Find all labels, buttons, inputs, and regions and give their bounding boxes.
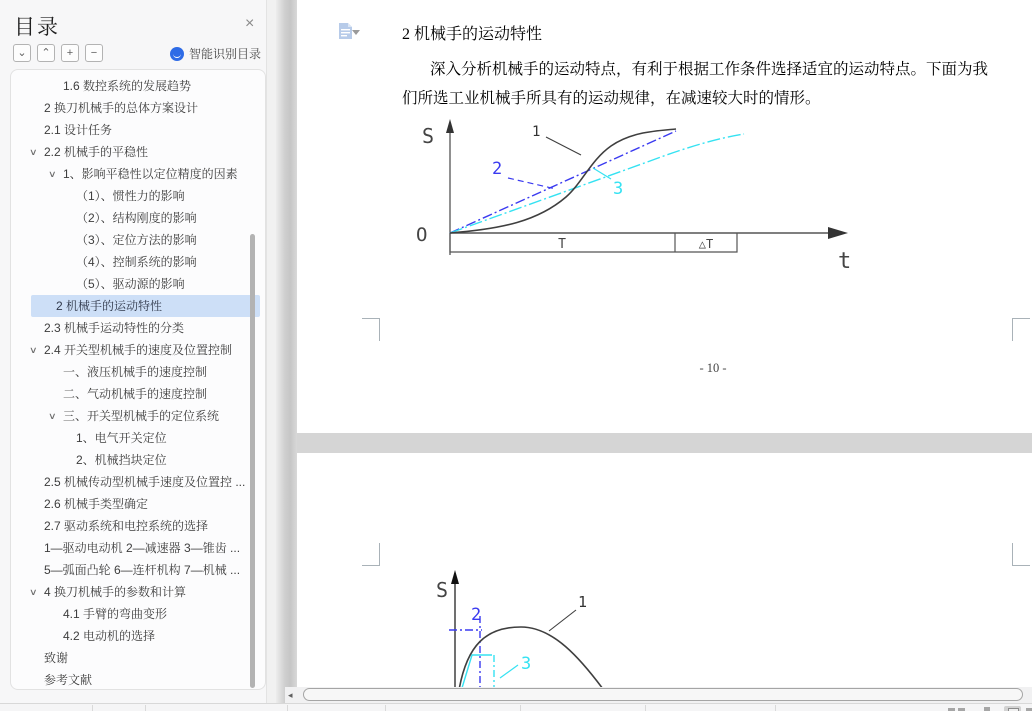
- toc-item[interactable]: [11, 559, 265, 581]
- origin-label: O: [416, 224, 428, 246]
- page-number-footer: - 10 -: [699, 361, 727, 375]
- chevron-down-icon[interactable]: ∨: [48, 411, 57, 421]
- curve1-label: 1: [532, 124, 541, 140]
- toc-item-label: （1）、惯性力的影响: [76, 189, 185, 203]
- toc-toolbar: [13, 44, 103, 62]
- axis-s-label: S: [422, 124, 435, 148]
- toc-item-label: 4 换刀机械手的参数和计算: [44, 585, 187, 599]
- toc-item[interactable]: [11, 119, 265, 141]
- chevron-down-icon[interactable]: ∨: [48, 169, 57, 179]
- toc-scrollbar-thumb[interactable]: [250, 234, 255, 688]
- statusbar-divider: [92, 705, 93, 711]
- toc-item-label: 二、气动机械手的速度控制: [63, 387, 208, 401]
- figure-motion-curves-s-t: [410, 115, 880, 275]
- paragraph-line-2: 们所选工业机械手所具有的运动规律，在减速较大时的情形。: [402, 90, 821, 107]
- toc-item-label: 1、电气开关定位: [76, 431, 167, 445]
- ai-assistant-icon: [170, 47, 184, 61]
- toc-item-label: 1、影响平稳性以定位精度的因素: [63, 167, 238, 181]
- toc-item-label: 2.5 机械传动型机械手速度及位置控 ...: [44, 475, 246, 489]
- statusbar-divider: [385, 705, 386, 711]
- jump-down-button[interactable]: ⌄: [13, 44, 31, 62]
- toc-item-label: 1—驱动电动机 2—减速器 3—锥齿 ...: [44, 541, 241, 555]
- toc-item[interactable]: [11, 339, 265, 361]
- toc-item-label: 4.2 电动机的选择: [63, 629, 156, 643]
- curve2-label: 2: [492, 159, 503, 179]
- toc-item[interactable]: [11, 537, 265, 559]
- chevron-down-icon[interactable]: ∨: [29, 345, 38, 355]
- toc-item-label: 2.7 驱动系统和电控系统的选择: [44, 519, 209, 533]
- status-bar: [0, 703, 1032, 711]
- axis-t-label: t: [838, 249, 852, 274]
- scroll-left-arrow-icon[interactable]: ◂: [288, 690, 293, 700]
- toc-item-label: 2 换刀机械手的总体方案设计: [44, 101, 199, 115]
- toc-item[interactable]: [11, 163, 265, 185]
- heading-outline-icon[interactable]: [338, 22, 353, 40]
- toc-item-label: 三、开关型机械手的定位系统: [63, 409, 220, 423]
- expand-all-button[interactable]: +: [61, 44, 79, 62]
- toc-item[interactable]: [11, 383, 265, 405]
- toc-item-label: 2 机械手的运动特性: [56, 299, 163, 313]
- horizontal-scrollbar: [285, 687, 1032, 703]
- smart-toc-label: 智能识别目录: [189, 47, 262, 61]
- toc-item-label: 2.1 设计任务: [44, 123, 113, 137]
- curve1-label: 1: [578, 593, 588, 611]
- margin-corner-mark: [362, 318, 380, 341]
- document-page-10[interactable]: [297, 0, 1032, 433]
- chevron-down-icon[interactable]: ∨: [29, 587, 38, 597]
- toc-list: [11, 75, 265, 690]
- toc-panel: [10, 69, 266, 690]
- toc-item[interactable]: [11, 669, 265, 690]
- interval-dT-label: △T: [698, 237, 714, 251]
- interval-T-label: T: [558, 237, 566, 252]
- vertical-scrollbar-thumb[interactable]: [276, 0, 298, 703]
- section-heading: 2 机械手的运动特性: [402, 26, 543, 43]
- statusbar-divider: [520, 705, 521, 711]
- paragraph-line-1: 深入分析机械手的运动特点，有利于根据工作条件选择适宜的运动特点。下面为我: [430, 61, 989, 78]
- toc-item[interactable]: [11, 427, 265, 449]
- statusbar-divider: [775, 705, 776, 711]
- toc-panel-title: 目录: [14, 16, 60, 39]
- close-icon[interactable]: ×: [245, 15, 255, 32]
- toc-item[interactable]: [11, 647, 265, 669]
- toc-item-label: 4.1 手臂的弯曲变形: [63, 607, 168, 621]
- collapse-all-button[interactable]: −: [85, 44, 103, 62]
- toc-item-label: （4）、控制系统的影响: [76, 255, 197, 269]
- toc-item[interactable]: [11, 185, 265, 207]
- horizontal-scrollbar-thumb[interactable]: [303, 688, 1023, 701]
- active-view-mode-button[interactable]: [1004, 706, 1021, 711]
- toc-item-label: 2.6 机械手类型确定: [44, 497, 149, 511]
- axis-s-label: S: [436, 578, 449, 602]
- document-vertical-scrollbar: [266, 0, 297, 703]
- toc-item[interactable]: [11, 251, 265, 273]
- statusbar-divider: [145, 705, 146, 711]
- zoom-tool-icon[interactable]: [984, 707, 990, 711]
- toc-item[interactable]: [11, 493, 265, 515]
- toc-item[interactable]: [11, 405, 265, 427]
- heading-level-caret-icon[interactable]: [352, 30, 360, 35]
- toc-item[interactable]: [11, 317, 265, 339]
- smart-toc-button[interactable]: [170, 45, 261, 62]
- toc-item-label: （5）、驱动源的影响: [76, 277, 185, 291]
- margin-corner-mark: [362, 543, 380, 566]
- toc-sidebar: [0, 0, 266, 703]
- margin-corner-mark: [1012, 543, 1030, 566]
- curve3-label: 3: [521, 654, 532, 674]
- toc-item-label: 2.3 机械手运动特性的分类: [44, 321, 185, 335]
- toc-item-label: 5—弧面凸轮 6—连杆机构 7—机械 ...: [44, 563, 241, 577]
- toc-item[interactable]: [11, 515, 265, 537]
- curve2-label: 2: [471, 605, 482, 625]
- toc-item[interactable]: [11, 581, 265, 603]
- toc-item[interactable]: [11, 603, 265, 625]
- toc-item[interactable]: [11, 361, 265, 383]
- toc-item-label: 一、液压机械手的速度控制: [63, 365, 208, 379]
- jump-up-button[interactable]: ⌃: [37, 44, 55, 62]
- toc-item[interactable]: [11, 229, 265, 251]
- toc-item[interactable]: [11, 75, 265, 97]
- chevron-down-icon[interactable]: ∨: [29, 147, 38, 157]
- toc-item-label: 参考文献: [44, 673, 93, 687]
- toc-item-label: 2.4 开关型机械手的速度及位置控制: [44, 343, 233, 357]
- toc-item[interactable]: [31, 295, 260, 317]
- statusbar-divider: [287, 705, 288, 711]
- curve3-label: 3: [613, 179, 624, 199]
- toc-item[interactable]: [11, 273, 265, 295]
- document-canvas: [297, 0, 1032, 703]
- toc-item-label: 2、机械挡块定位: [76, 453, 167, 467]
- toc-item[interactable]: [11, 141, 265, 163]
- document-page-11[interactable]: [297, 453, 1032, 703]
- toc-item[interactable]: [11, 625, 265, 647]
- toc-item-label: （3）、定位方法的影响: [76, 233, 197, 247]
- toc-item[interactable]: [11, 207, 265, 229]
- toc-item-label: （2）、结构刚度的影响: [76, 211, 197, 225]
- toc-item[interactable]: [11, 471, 265, 493]
- margin-corner-mark: [1012, 318, 1030, 341]
- toc-item-label: 1.6 数控系统的发展趋势: [63, 79, 192, 93]
- toc-item[interactable]: [11, 97, 265, 119]
- figure-motion-curves-lower: [382, 570, 632, 688]
- toc-item-label: 2.2 机械手的平稳性: [44, 145, 149, 159]
- toc-item-label: 致谢: [44, 651, 69, 665]
- statusbar-divider: [645, 705, 646, 711]
- toc-item[interactable]: [11, 449, 265, 471]
